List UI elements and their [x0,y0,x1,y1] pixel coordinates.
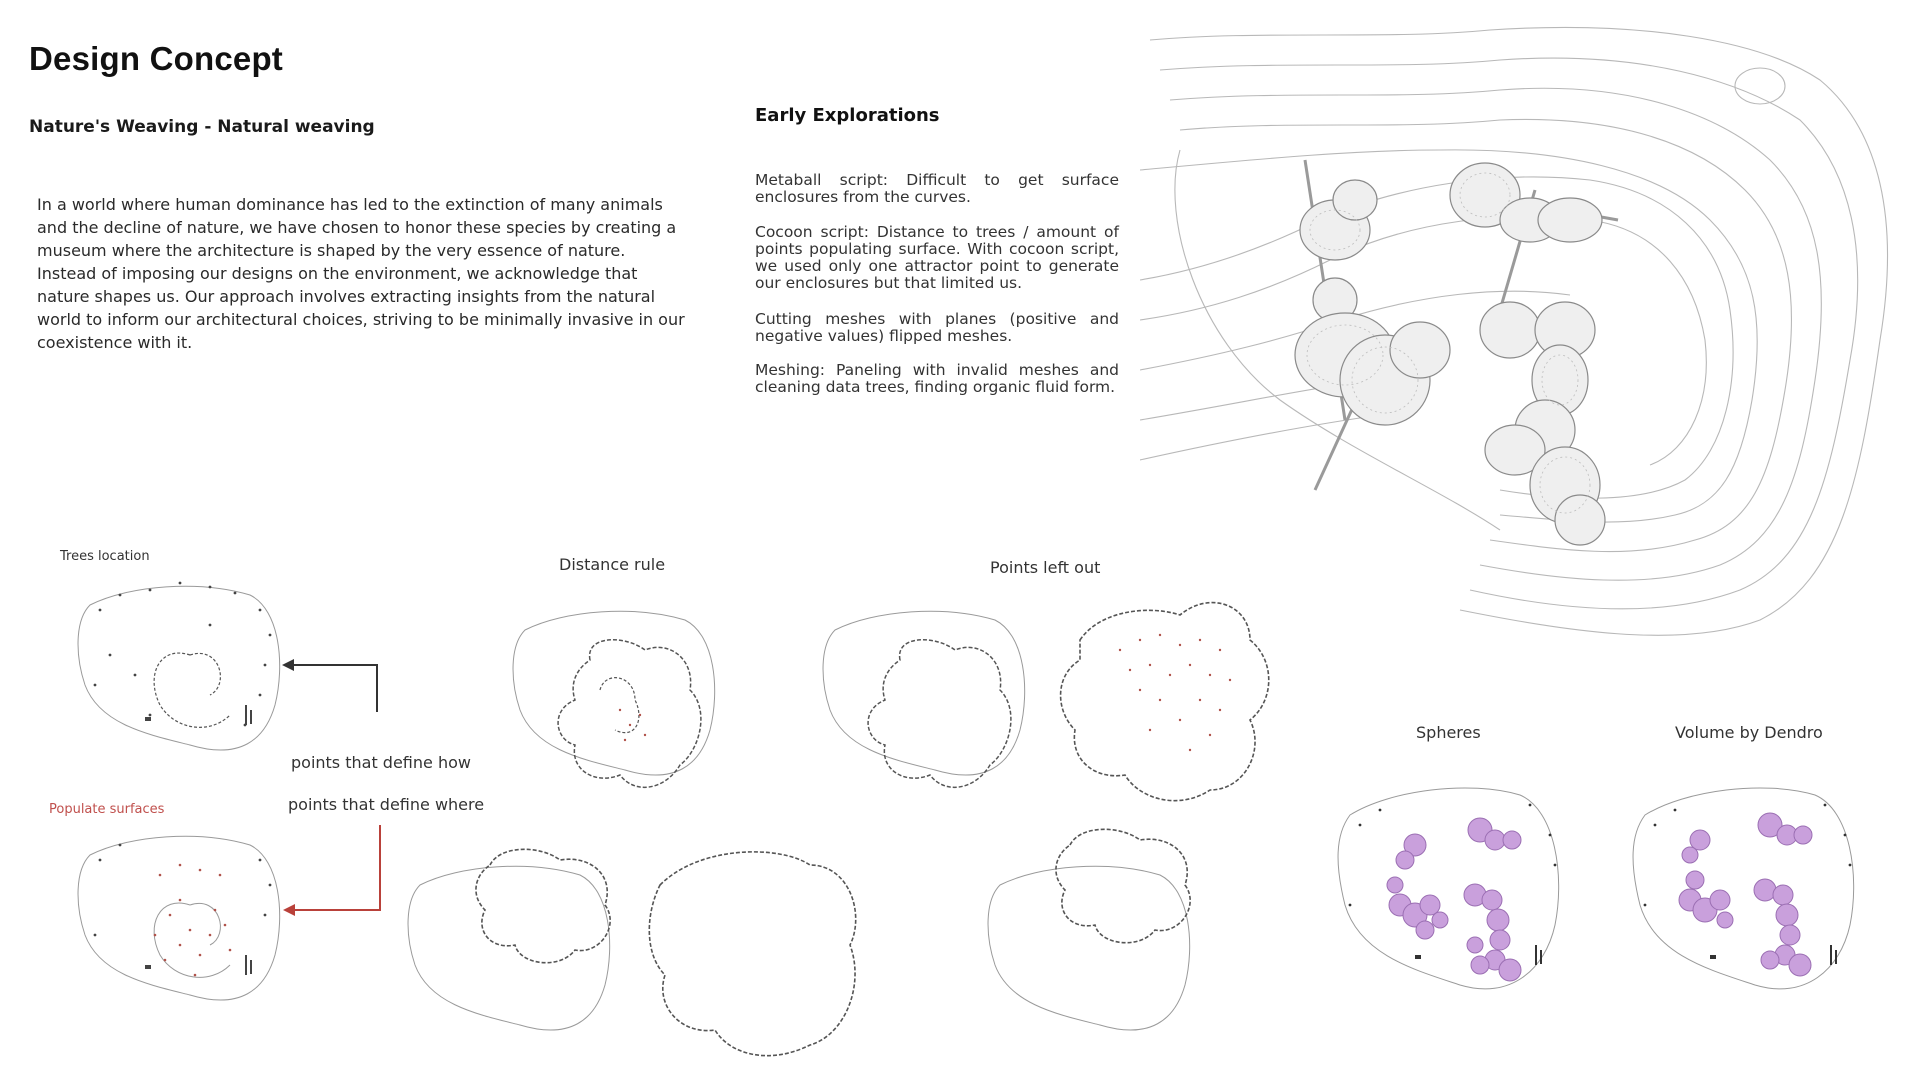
page-title: Design Concept [29,40,283,77]
exploration-metaball: Metaball script: Difficult to get surface enclosures from the curves. [755,171,1119,206]
points-where-label: points that define where [288,795,485,814]
cocoon-diagram-bottom-3 [970,825,1210,1065]
cocoon-diagram-bottom-1 [390,845,640,1070]
points-left-out-label: Points left out [990,558,1101,577]
early-explorations-title: Early Explorations [755,105,940,126]
populate-surfaces-label: Populate surfaces [49,802,165,817]
exploration-cutting-meshes: Cutting meshes with planes (positive and negative values) flipped meshes. [755,310,1119,345]
cocoon-diagram-bottom-2 [630,845,870,1070]
site-plan-contour-drawing [1140,20,1919,660]
cocoon-enclosures [1295,163,1605,545]
spheres-diagram [1320,755,1590,1025]
spheres-label: Spheres [1416,723,1481,742]
points-how-label: points that define how [291,753,471,772]
exploration-cocoon: Cocoon script: Distance to trees / amount of points populating surface. With cocoon script, we used only one attractor point to generate our enclosures but that limited us. [755,223,1119,292]
arrow-left-dark [282,659,294,671]
distance-rule-diagram [495,590,735,820]
trees-location-label: Trees location [60,549,150,564]
trees-location-diagram [60,565,300,765]
populate-surfaces-diagram [60,815,300,1015]
distance-rule-label: Distance rule [559,555,666,574]
volume-by-dendro-label: Volume by Dendro [1675,723,1823,742]
volume-by-dendro-diagram [1615,755,1885,1025]
points-left-out-diagram-1 [805,590,1045,820]
intro-paragraph: In a world where human dominance has led to the extinction of many animals and the decline of nature, we have chosen to honor these species by creating a museum where the architecture is shaped by the very essence of nature. Instead of imposing our designs on the environment, we acknowledge that nature shapes us. Our approach involves extracting insights from the natural world to inform our architectural choices, striving to be minimally invasive in our coexistence with it. [37,195,685,352]
points-left-out-diagram-2 [1040,590,1285,820]
page-subtitle: Nature's Weaving - Natural weaving [29,117,375,137]
exploration-meshing: Meshing: Paneling with invalid meshes and cleaning data trees, finding organic fluid form. [755,361,1119,396]
